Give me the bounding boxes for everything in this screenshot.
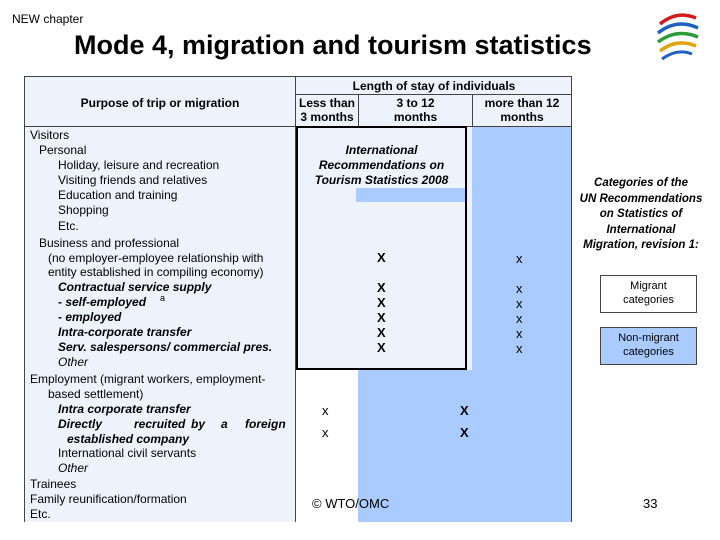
row-employed: - employed xyxy=(58,310,122,324)
un-line1: Categories of the xyxy=(594,177,688,189)
row-shopping: Shopping xyxy=(58,203,109,217)
mark-self-employed-col2: X xyxy=(377,295,386,310)
col2-line1: 3 to 12 xyxy=(396,96,435,110)
row-other-2: Other xyxy=(58,461,89,475)
row-directly-recruited-e: foreign xyxy=(245,417,286,431)
mark-self-employed-col3: x xyxy=(516,296,523,311)
row-intl-civil-servants: International civil servants xyxy=(58,446,197,460)
mark-employed-col3: x xyxy=(516,311,523,326)
row-no-relation-2: entity established in compiling economy) xyxy=(48,265,264,279)
row-etc-2: Etc. xyxy=(30,507,51,521)
row-trainees: Trainees xyxy=(30,477,77,491)
chapter-label: NEW chapter xyxy=(12,12,84,26)
irts-label xyxy=(300,143,463,188)
legend-nonmigrant-line1: Non-migrant xyxy=(618,332,679,344)
col-more-than-12-months xyxy=(473,96,571,124)
row-visitors: Visitors xyxy=(30,128,70,142)
row-intra-corporate-2: Intra corporate transfer xyxy=(58,402,191,416)
row-directly-recruited-c: by xyxy=(191,417,206,431)
nonmigrant-fill-employment xyxy=(358,370,572,522)
un-recommendations-label xyxy=(568,176,714,254)
row-no-relation-1: (no employer-employee relationship with xyxy=(48,251,264,265)
mark-direct-col1: x xyxy=(322,425,329,440)
legend-migrant-line1: Migrant xyxy=(630,280,667,292)
row-education: Education and training xyxy=(58,188,178,202)
row-personal: Personal xyxy=(39,143,87,157)
table-border-right xyxy=(571,76,572,522)
col3-line1: more than 12 xyxy=(484,96,560,110)
un-line2: UN Recommendations xyxy=(579,192,703,205)
table-border-top xyxy=(24,76,572,77)
copyright: © WTO/OMC xyxy=(312,496,390,511)
slide-title: Mode 4, migration and tourism statistics xyxy=(74,30,592,60)
mark-contractual-col3: x xyxy=(516,281,523,296)
mark-direct-col3: X xyxy=(460,425,469,440)
wto-logo-icon xyxy=(652,4,702,62)
row-directly-recruited-a: Directly xyxy=(58,417,103,431)
irts-line2: Recommendations on xyxy=(318,158,445,172)
row-self-employed: - self-employed xyxy=(58,295,147,309)
un-line3: on Statistics of xyxy=(599,208,683,220)
row-employment-1: Employment (migrant workers, employment- xyxy=(30,372,266,386)
mark-serv-col3: x xyxy=(516,341,523,356)
mark-business-col3: x xyxy=(516,251,523,266)
row-visiting: Visiting friends and relatives xyxy=(58,173,208,187)
row-directly-recruited-b: recruited xyxy=(134,417,186,431)
row-family: Family reunification/formation xyxy=(30,492,187,506)
row-employment-2: based settlement) xyxy=(48,387,144,401)
mark-intra1-col2: X xyxy=(377,325,386,340)
col-3-to-12-months xyxy=(359,96,472,124)
mark-employed-col2: X xyxy=(377,310,386,325)
irts-line1: International xyxy=(345,143,418,157)
legend-migrant xyxy=(600,275,697,313)
un-line4: International xyxy=(606,223,676,236)
col1-line1: Less than xyxy=(298,96,355,110)
row-holiday: Holiday, leisure and recreation xyxy=(58,158,220,172)
purpose-header: Purpose of trip or migration xyxy=(80,96,240,110)
legend-non-migrant xyxy=(600,327,697,365)
mark-intra1-col3: x xyxy=(516,326,523,341)
row-etc-1: Etc. xyxy=(58,219,79,233)
length-header-divider xyxy=(296,94,572,95)
legend-nonmigrant-line2: categories xyxy=(623,346,674,358)
table-border-left xyxy=(24,76,25,522)
page-number: 33 xyxy=(643,496,658,511)
col-less-than-3-months xyxy=(296,96,358,124)
un-line5: Migration, revision 1: xyxy=(583,239,699,251)
mark-intra2-col1: x xyxy=(322,403,329,418)
col2-line2: months xyxy=(393,110,438,124)
col1-line2: 3 months xyxy=(300,110,354,124)
mark-serv-col2: X xyxy=(377,340,386,355)
row-other-1: Other xyxy=(58,355,89,369)
row-directly-recruited-d: a xyxy=(221,417,228,431)
row-serv-salespersons: Serv. salespersons/ commercial pres. xyxy=(58,340,273,354)
legend-migrant-line2: categories xyxy=(623,294,674,306)
mark-business-col2: X xyxy=(377,250,386,265)
row-contractual: Contractual service supply xyxy=(58,280,212,294)
col3-line2: months xyxy=(500,110,544,124)
mark-contractual-col2: X xyxy=(377,280,386,295)
row-established-company: established company xyxy=(67,432,190,446)
length-header: Length of stay of individuals xyxy=(352,79,516,93)
irts-line3: Tourism Statistics 2008 xyxy=(314,173,449,187)
row-business: Business and professional xyxy=(39,236,180,250)
mark-intra2-col3: X xyxy=(460,403,469,418)
row-intra-corporate-1: Intra-corporate transfer xyxy=(58,325,192,339)
footnote-a: a xyxy=(160,293,166,303)
